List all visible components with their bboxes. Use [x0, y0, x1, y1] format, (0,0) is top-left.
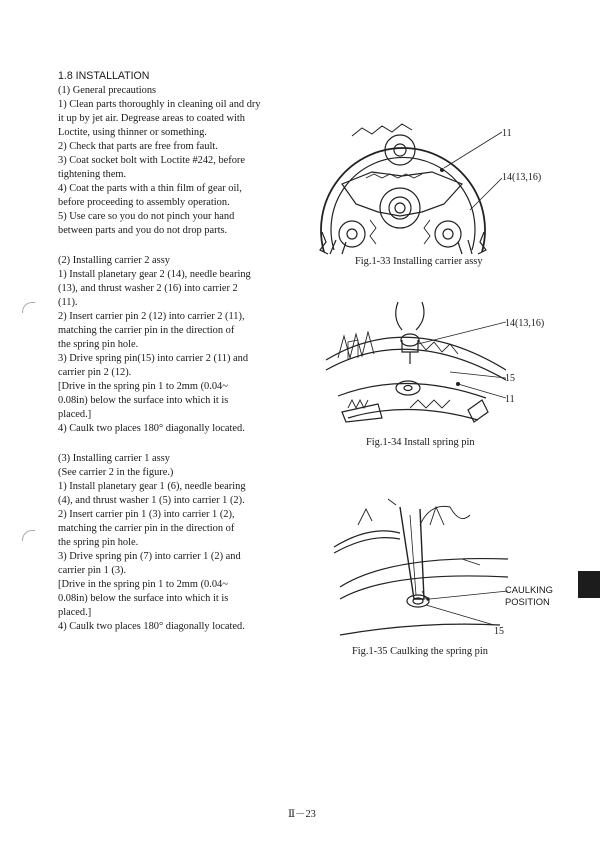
- text-line: matching the carrier pin in the direction of: [58, 325, 235, 336]
- text-line: 2) Insert carrier pin 2 (12) into carrier 2 (11),: [58, 311, 245, 322]
- text-line: 3) Coat socket bolt with Loctite #242, before: [58, 155, 245, 166]
- text-line: 5) Use care so you do not pinch your hand: [58, 211, 235, 222]
- text-line: Loctite, using thinner or something.: [58, 127, 207, 138]
- figure-1-33-caption: Fig.1-33 Installing carrier assy: [355, 256, 483, 267]
- callout-11: 11: [505, 394, 515, 405]
- section-heading: 1.8 INSTALLATION: [58, 70, 150, 82]
- text-line: 1) Install planetary gear 2 (14), needle bearing: [58, 269, 251, 280]
- text-line: (See carrier 2 in the figure.): [58, 467, 174, 478]
- text-line: 2) Check that parts are free from fault.: [58, 141, 218, 152]
- text-line: 4) Caulk two places 180° diagonally located.: [58, 423, 245, 434]
- text-line: placed.]: [58, 607, 92, 618]
- callout-15: 15: [505, 373, 515, 384]
- callout-caulking-line2: POSITION: [505, 595, 550, 607]
- text-line: 4) Caulk two places 180° diagonally located.: [58, 621, 245, 632]
- text-line: 1) Install planetary gear 1 (6), needle bearing: [58, 481, 246, 492]
- text-line: tightening them.: [58, 169, 127, 180]
- text-line: 4) Coat the parts with a thin film of gear oil,: [58, 183, 242, 194]
- callout-15: 15: [494, 626, 504, 637]
- text-line: (11).: [58, 297, 78, 308]
- figure-1-33-carrier-assy: [312, 112, 502, 257]
- callout-11: 11: [502, 128, 512, 139]
- figure-1-34-caption: Fig.1-34 Install spring pin: [366, 437, 475, 448]
- text-line: matching the carrier pin in the direction of: [58, 523, 235, 534]
- text-line: 0.08in) below the surface into which it is: [58, 593, 229, 604]
- callout-caulking-line1: CAULKING: [505, 584, 553, 595]
- text-line: carrier pin 1 (3).: [58, 565, 127, 576]
- text-line: (1) General precautions: [58, 85, 157, 96]
- text-line: the spring pin hole.: [58, 537, 139, 548]
- margin-mark: [22, 302, 35, 313]
- figure-1-35-caption: Fig.1-35 Caulking the spring pin: [352, 646, 488, 657]
- text-line: the spring pin hole.: [58, 339, 139, 350]
- text-line: 3) Drive spring pin(15) into carrier 2 (11) and: [58, 353, 249, 364]
- text-line: carrier pin 2 (12).: [58, 367, 132, 378]
- callout-caulking-position: [505, 584, 553, 607]
- figure-1-34-spring-pin: [318, 300, 506, 432]
- callout-14-13-16: 14(13,16): [502, 172, 542, 183]
- text-line: between parts and you do not drop parts.: [58, 225, 228, 236]
- text-line: (4), and thrust washer 1 (5) into carrier 1 (2).: [58, 495, 245, 506]
- text-line: (3) Installing carrier 1 assy: [58, 453, 170, 464]
- text-line: before proceeding to assembly operation.: [58, 197, 230, 208]
- text-line: it up by jet air. Degrease areas to coated with: [58, 113, 245, 124]
- text-line: placed.]: [58, 409, 92, 420]
- callout-14-13-16: 14(13,16): [505, 318, 545, 329]
- margin-mark: [22, 530, 35, 541]
- page-number: Ⅱ－23: [288, 809, 316, 820]
- text-line: [Drive in the spring pin 1 to 2mm (0.04~: [58, 579, 228, 590]
- text-line: (13), and thrust washer 2 (16) into carrier 2: [58, 283, 238, 294]
- text-line: 1) Clean parts thoroughly in cleaning oil and dry: [58, 99, 261, 110]
- text-line: (2) Installing carrier 2 assy: [58, 255, 170, 266]
- text-line: 0.08in) below the surface into which it is: [58, 395, 229, 406]
- text-line: [Drive in the spring pin 1 to 2mm (0.04~: [58, 381, 228, 392]
- figure-1-35-caulking: [330, 495, 508, 645]
- text-line: 2) Insert carrier pin 1 (3) into carrier 1 (2),: [58, 509, 235, 520]
- text-line: 3) Drive spring pin (7) into carrier 1 (2) and: [58, 551, 241, 562]
- section-tab-marker: [578, 571, 600, 598]
